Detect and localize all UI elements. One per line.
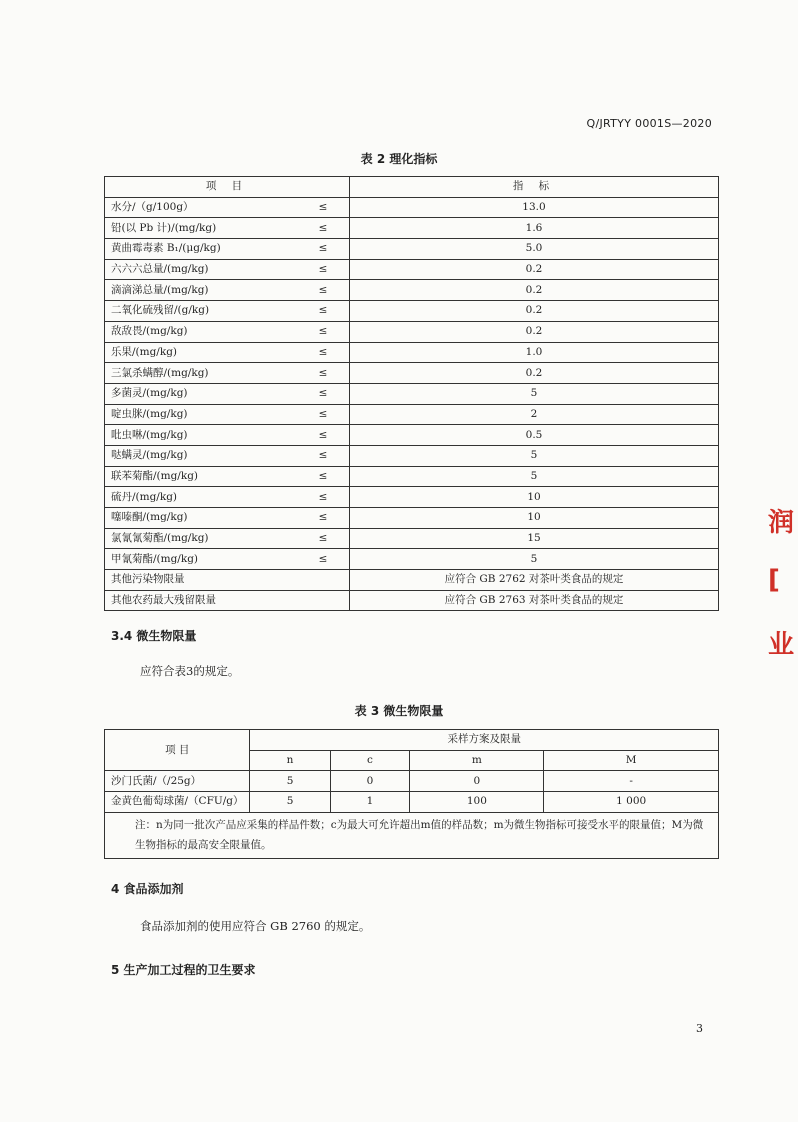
item-value: 0.2: [350, 280, 719, 301]
item-name: 啶虫脒/(mg/kg): [105, 404, 298, 425]
operator: ≤: [297, 425, 350, 446]
item-value: 0.2: [350, 363, 719, 384]
item-value: -: [544, 771, 719, 792]
item-name: 黄曲霉毒素 B₁/(μg/kg): [105, 239, 298, 260]
table-row: [105, 301, 719, 322]
item-name: 氯氰氰菊酯/(mg/kg): [105, 528, 298, 549]
table-row: [105, 771, 719, 792]
table-row: [105, 342, 719, 363]
item-value: 应符合 GB 2763 对茶叶类食品的规定: [350, 590, 719, 611]
item-name: 其他农药最大残留限量: [105, 590, 350, 611]
page-number: 3: [696, 1022, 703, 1035]
table-row: [105, 239, 719, 260]
header-plan: 采样方案及限量: [250, 730, 719, 751]
col-n: n: [250, 750, 330, 771]
item-value: 0.2: [350, 301, 719, 322]
item-name: 硫丹/(mg/kg): [105, 487, 298, 508]
item-value: 0.5: [350, 425, 719, 446]
table-header-row: [105, 730, 719, 751]
item-name: 铅(以 Pb 计)/(mg/kg): [105, 218, 298, 239]
table-row: [105, 528, 719, 549]
operator: ≤: [297, 280, 350, 301]
operator: ≤: [297, 466, 350, 487]
operator: ≤: [297, 528, 350, 549]
section-5-title: 5 生产加工过程的卫生要求: [111, 963, 256, 977]
operator: ≤: [297, 363, 350, 384]
table-row: [105, 487, 719, 508]
item-value: 5: [250, 792, 330, 813]
section-3-4-text: 应符合表3的规定。: [140, 664, 240, 678]
item-value: 1 000: [544, 792, 719, 813]
table-row: [105, 445, 719, 466]
table-row: [105, 425, 719, 446]
item-value: 0.2: [350, 259, 719, 280]
operator: ≤: [297, 301, 350, 322]
item-value: 0: [410, 771, 544, 792]
table-row: [105, 792, 719, 813]
table-row: [105, 218, 719, 239]
operator: ≤: [297, 487, 350, 508]
document-code: Q/JRTYY 0001S—2020: [586, 117, 712, 130]
item-name: 甲氰菊酯/(mg/kg): [105, 549, 298, 570]
operator: ≤: [297, 342, 350, 363]
physicochemical-table: [104, 176, 719, 611]
section-4-title: 4 食品添加剂: [111, 882, 184, 896]
item-value: 10: [350, 487, 719, 508]
item-name: 二氧化硫残留/(g/kg): [105, 301, 298, 322]
item-value: 5: [350, 383, 719, 404]
header-value: 指 标: [350, 177, 719, 198]
item-value: 5: [350, 466, 719, 487]
item-value: 5.0: [350, 239, 719, 260]
item-value: 应符合 GB 2762 对茶叶类食品的规定: [350, 570, 719, 591]
note-row: [105, 812, 719, 858]
item-name: 沙门氏菌/（/25g）: [105, 771, 250, 792]
col-M: M: [544, 750, 719, 771]
item-value: 0.2: [350, 321, 719, 342]
item-value: 5: [350, 549, 719, 570]
item-name: 联苯菊酯/(mg/kg): [105, 466, 298, 487]
red-stamp-fragment: 润: [768, 508, 795, 538]
section-3-4-title: 3.4 微生物限量: [111, 629, 197, 643]
table-row: [105, 404, 719, 425]
table2-caption: 表 2 理化指标: [360, 152, 438, 166]
item-value: 1: [330, 792, 410, 813]
operator: ≤: [297, 218, 350, 239]
microbial-table: [104, 729, 719, 859]
operator: ≤: [297, 445, 350, 466]
table-row: [105, 590, 719, 611]
operator: ≤: [297, 239, 350, 260]
table3-caption: 表 3 微生物限量: [354, 704, 444, 718]
item-value: 100: [410, 792, 544, 813]
col-c: c: [330, 750, 410, 771]
table-header-row: [105, 177, 719, 198]
item-name: 多菌灵/(mg/kg): [105, 383, 298, 404]
table-row: [105, 363, 719, 384]
item-value: 10: [350, 508, 719, 529]
item-name: 噻嗪酮/(mg/kg): [105, 508, 298, 529]
table-row: [105, 383, 719, 404]
table-row: [105, 466, 719, 487]
item-name: 其他污染物限量: [105, 570, 350, 591]
item-value: 1.6: [350, 218, 719, 239]
operator: ≤: [297, 259, 350, 280]
table-row: [105, 197, 719, 218]
operator: ≤: [297, 508, 350, 529]
table-row: [105, 549, 719, 570]
item-value: 13.0: [350, 197, 719, 218]
item-name: 六六六总量/(mg/kg): [105, 259, 298, 280]
table-note: 注：n为同一批次产品应采集的样品件数；c为最大可允许超出m值的样品数；m为微生物指标可接受水平的限量值；M为微生物指标的最高安全限量值。: [105, 812, 719, 858]
item-name: 敌敌畏/(mg/kg): [105, 321, 298, 342]
item-name: 哒螨灵/(mg/kg): [105, 445, 298, 466]
item-value: 1.0: [350, 342, 719, 363]
header-item: 项 目: [105, 730, 250, 771]
section-4-text: 食品添加剂的使用应符合 GB 2760 的规定。: [140, 919, 371, 933]
table-row: [105, 508, 719, 529]
operator: ≤: [297, 321, 350, 342]
table-row: [105, 570, 719, 591]
item-name: 金黄色葡萄球菌/（CFU/g）: [105, 792, 250, 813]
red-stamp-fragment: 业: [768, 630, 795, 660]
operator: ≤: [297, 383, 350, 404]
operator: ≤: [297, 404, 350, 425]
header-item: 项 目: [105, 177, 350, 198]
item-value: 0: [330, 771, 410, 792]
table-row: [105, 259, 719, 280]
item-name: 三氯杀螨醇/(mg/kg): [105, 363, 298, 384]
item-name: 滴滴涕总量/(mg/kg): [105, 280, 298, 301]
table-row: [105, 321, 719, 342]
item-name: 水分/（g/100g）: [105, 197, 298, 218]
item-name: 乐果/(mg/kg): [105, 342, 298, 363]
item-value: 15: [350, 528, 719, 549]
item-value: 2: [350, 404, 719, 425]
item-value: 5: [250, 771, 330, 792]
item-name: 吡虫啉/(mg/kg): [105, 425, 298, 446]
table-row: [105, 280, 719, 301]
item-value: 5: [350, 445, 719, 466]
col-m: m: [410, 750, 544, 771]
red-stamp-fragment: [: [768, 565, 780, 595]
operator: ≤: [297, 549, 350, 570]
operator: ≤: [297, 197, 350, 218]
